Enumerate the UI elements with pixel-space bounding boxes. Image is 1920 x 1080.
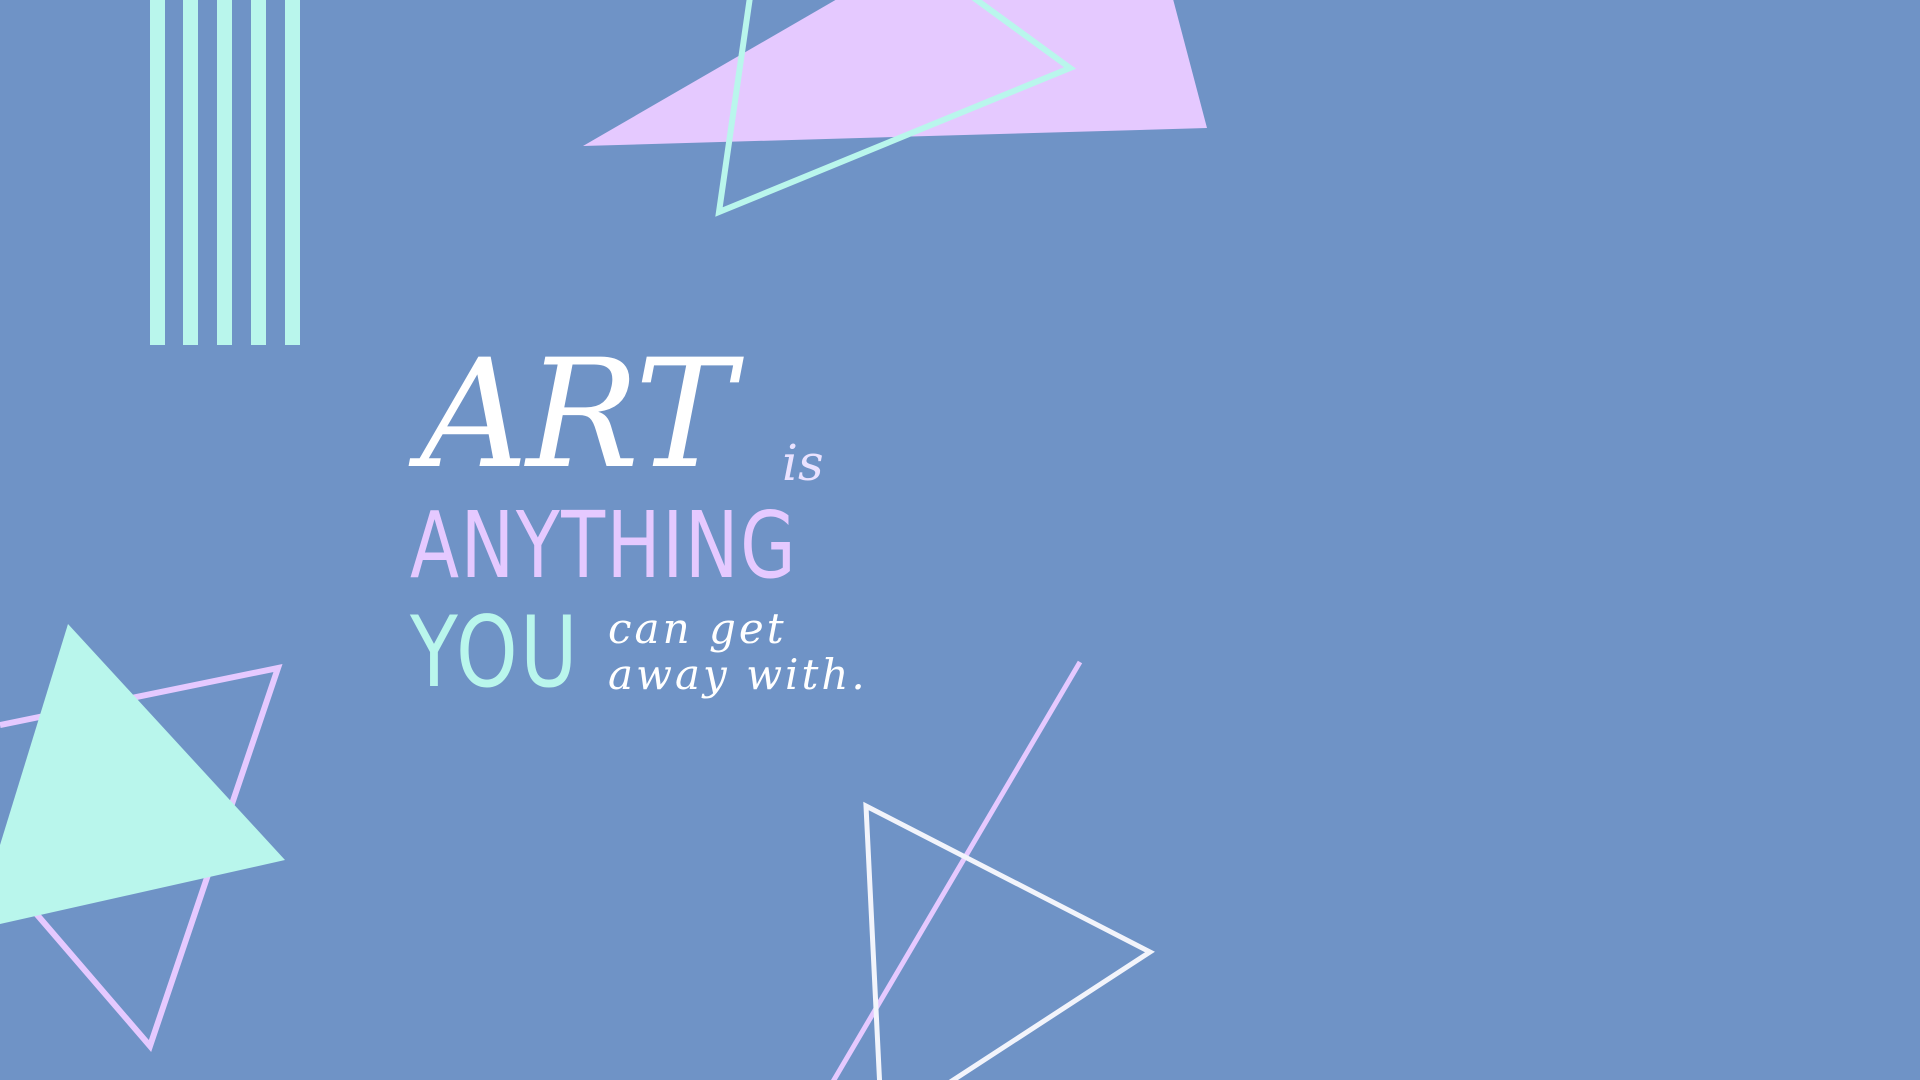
vertical-stripes: [150, 0, 300, 345]
quote-word-you: YOU: [410, 596, 580, 710]
quote-word-anything: ANYTHING: [410, 492, 798, 599]
stripe: [285, 0, 300, 345]
bottom-right-outline-triangle: [866, 806, 1150, 1080]
quote-word-art: ART: [420, 328, 733, 502]
bottom-right-diagonal-line: [828, 662, 1080, 1080]
quote-word-is: is: [782, 434, 824, 492]
quote-block: [410, 328, 910, 720]
quote-line-away-with: away with.: [608, 650, 868, 699]
stripe: [251, 0, 266, 345]
top-filled-triangle: [583, 0, 1207, 146]
stripe: [217, 0, 232, 345]
quote-line-can-get: can get: [608, 604, 787, 653]
stripe: [150, 0, 165, 345]
stripe: [183, 0, 198, 345]
